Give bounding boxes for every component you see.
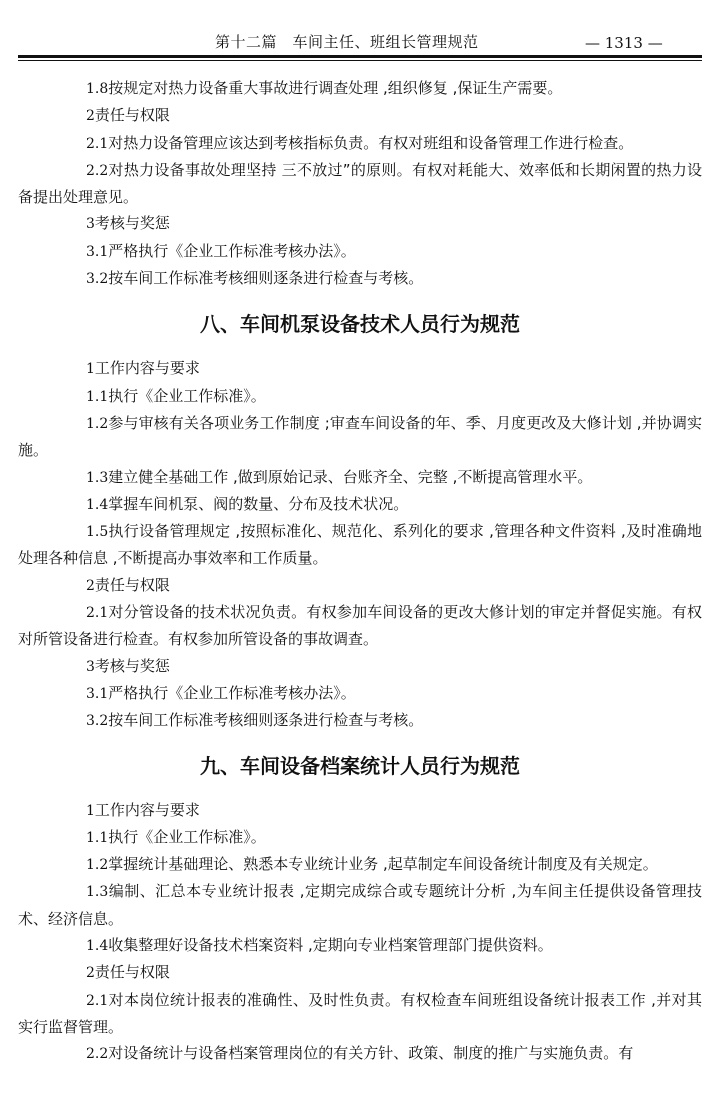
clause	[18, 878, 702, 932]
clause-number: 3.1	[86, 685, 109, 702]
clause-text: 严格执行《企业工作标准考核办法》。	[108, 683, 356, 702]
clause-text: 考核与奖惩	[94, 214, 170, 233]
clause	[18, 491, 702, 518]
clause	[18, 1040, 702, 1067]
clause-number: 2	[86, 108, 95, 125]
clause-number: 1.4	[86, 496, 109, 513]
clause-text: 执行《企业工作标准》。	[108, 386, 266, 405]
clause	[18, 680, 702, 707]
clause-text: 对分管设备的技术状况负责。有权参加车间设备的更改大修计划的审定并督促实施。有权对所管设备进行检查。有权参加所管设备的事故调查。	[18, 603, 702, 649]
clause-text: 责任与权限	[94, 575, 170, 594]
clause	[18, 157, 702, 211]
running-header-title: 第十二篇 车间主任、班组长管理规范	[215, 33, 479, 51]
header-rule-thick	[18, 55, 702, 58]
clause	[18, 707, 702, 734]
section-heading: 九、车间设备档案统计人员行为规范	[200, 753, 520, 778]
clause	[18, 851, 702, 878]
clause-text: 按车间工作标准考核细则逐条进行检查与考核。	[108, 711, 424, 730]
clause-text: 责任与权限	[94, 963, 170, 982]
clause-number: 1.4	[86, 938, 109, 955]
clause-number: 1.5	[86, 524, 109, 541]
clause-text: 对热力设备事故处理坚持 三不放过”的原则。有权对耗能大、效率低和长期闲置的热力设备提出处理意见。	[18, 160, 702, 207]
clause-text: 参与审核有关各项业务工作制度 ;审查车间设备的年、季、月度更改及大修计划 ,并协调实施。	[18, 413, 702, 460]
clause	[18, 932, 702, 959]
page-number: — 1313 —	[585, 34, 663, 52]
clause	[18, 959, 702, 986]
clause-number: 1	[86, 802, 95, 819]
clause	[18, 75, 702, 102]
clause-number: 2.1	[86, 992, 109, 1009]
clause-number: 3.2	[86, 713, 109, 730]
clause	[18, 824, 702, 851]
clause-number: 2	[86, 965, 95, 982]
clause	[18, 599, 702, 653]
clause-number: 1.3	[86, 884, 109, 901]
clause-text: 掌握统计基础理论、熟悉本专业统计业务 ,起草制定车间设备统计制度及有关规定。	[108, 855, 658, 874]
clause-number: 2.1	[86, 605, 109, 622]
clause	[18, 355, 702, 382]
header-rule-thin	[18, 60, 702, 61]
clause-number: 1.3	[86, 469, 109, 486]
clause-text: 工作内容与要求	[94, 800, 200, 819]
clause-text: 考核与奖惩	[94, 656, 170, 675]
clause-number: 2.1	[86, 135, 109, 152]
clause	[18, 210, 702, 237]
clause-text: 工作内容与要求	[94, 359, 200, 378]
clause-text: 掌握车间机泵、阀的数量、分布及技术状况。	[108, 494, 409, 513]
clause-number: 2	[86, 577, 95, 594]
clause-text: 执行《企业工作标准》。	[108, 827, 266, 846]
clause-text: 按车间工作标准考核细则逐条进行检查与考核。	[108, 269, 424, 288]
clause-number: 3	[86, 658, 95, 675]
clause-text: 编制、汇总本专业统计报表 ,定期完成综合或专题统计分析 ,为车间主任提供设备管理技术、经济信息。	[18, 882, 702, 928]
clause	[18, 653, 702, 680]
clause-number: 3	[86, 216, 95, 233]
clause-number: 3.1	[86, 243, 109, 260]
clause	[18, 518, 702, 572]
clause-number: 1.1	[86, 829, 109, 846]
clause-text: 严格执行《企业工作标准考核办法》。	[108, 241, 356, 260]
clause	[18, 797, 702, 824]
clause-text: 对热力设备管理应该达到考核指标负责。有权对班组和设备管理工作进行检查。	[108, 133, 634, 152]
clause-text: 对本岗位统计报表的准确性、及时性负责。有权检查车间班组设备统计报表工作 ,并对其实行监督管理。	[18, 990, 702, 1036]
clause-number: 2.2	[86, 1046, 109, 1063]
clause	[18, 410, 702, 464]
clause	[18, 987, 702, 1041]
clause	[18, 265, 702, 292]
clause	[18, 238, 702, 265]
clause-number: 1.2	[86, 415, 109, 432]
clause-number: 3.2	[86, 271, 109, 288]
clause-text: 执行设备管理规定 ,按照标准化、规范化、系列化的要求 ,管理各种文件资料 ,及时准确地处理各种信息 ,不断提高办事效率和工作质量。	[18, 522, 702, 568]
section-heading: 八、车间机泵设备技术人员行为规范	[200, 312, 520, 337]
clause-text: 按规定对热力设备重大事故进行调查处理 ,组织修复 ,保证生产需要。	[108, 79, 563, 97]
clause-number: 1	[86, 361, 95, 378]
clause	[18, 464, 702, 491]
clause-text: 责任与权限	[94, 106, 170, 125]
clause-number: 1.1	[86, 388, 109, 405]
clause-text: 对设备统计与设备档案管理岗位的有关方针、政策、制度的推广与实施负责。有	[108, 1044, 634, 1063]
clause-number: 1.2	[86, 857, 109, 874]
page-body	[18, 75, 702, 1068]
clause	[18, 383, 702, 410]
clause	[18, 130, 702, 157]
clause-text: 收集整理好设备技术档案资料 ,定期向专业档案管理部门提供资料。	[108, 936, 553, 955]
clause-number: 2.2	[86, 162, 109, 179]
clause	[18, 572, 702, 599]
clause-text: 建立健全基础工作 ,做到原始记录、台账齐全、完整 ,不断提高管理水平。	[108, 467, 593, 486]
running-header	[0, 0, 720, 66]
clause-number: 1.8	[86, 81, 109, 97]
clause	[18, 102, 702, 129]
